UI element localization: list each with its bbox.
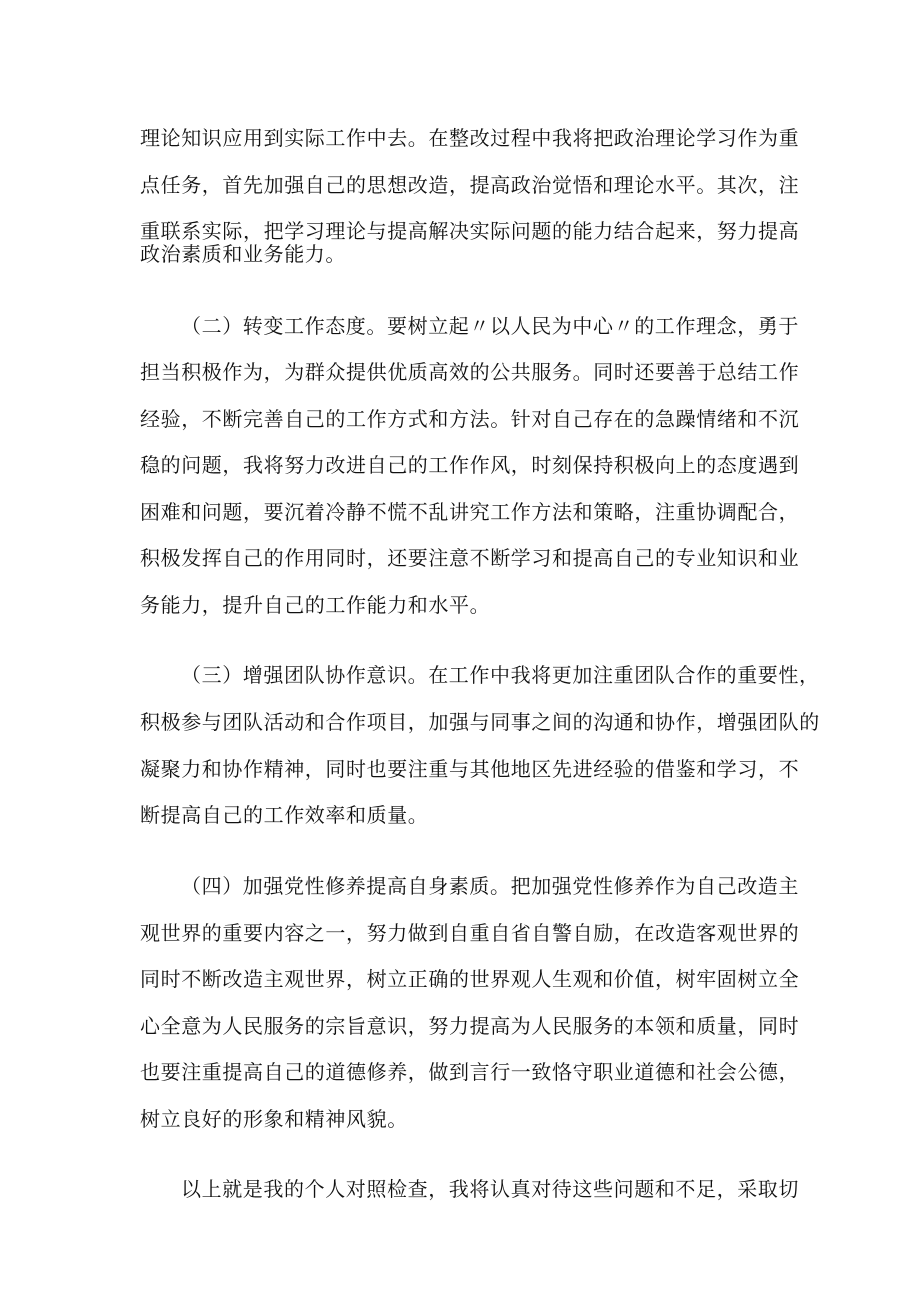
paragraph-line: 断提高自己的工作效率和质量。 (140, 803, 429, 827)
paragraph-line: 以上就是我的个人对照检查，我将认真对待这些问题和不足，采取切 (181, 1177, 799, 1201)
paragraph-line: （三）增强团队协作意识。在工作中我将更加注重团队合作的重要性， (181, 663, 820, 687)
paragraph-line: 同时不断改造主观世界，树立正确的世界观人生观和价值，树牢固树立全 (140, 967, 800, 991)
paragraph-line: 树立良好的形象和精神风貌。 (140, 1107, 408, 1131)
paragraph-line: 担当积极作为，为群众提供优质高效的公共服务。同时还要善于总结工作 (140, 360, 800, 384)
paragraph-line: 凝聚力和协作精神，同时也要注重与其他地区先进经验的借鉴和学习，不 (140, 757, 800, 781)
paragraph-line: 稳的问题，我将努力改进自己的工作作风，时刻保持积极向上的态度遇到 (140, 453, 800, 477)
paragraph-line: （四）加强党性修养提高自身素质。把加强党性修养作为自己改造主 (181, 874, 799, 898)
paragraph-line: 积极参与团队活动和合作项目，加强与同事之间的沟通和协作，增强团队的 (140, 710, 820, 734)
paragraph-line: 理论知识应用到实际工作中去。在整改过程中我将把政治理论学习作为重 (140, 126, 800, 150)
paragraph-line: 重联系实际，把学习理论与提高解决实际问题的能力结合起来，努力提高 (140, 219, 800, 243)
paragraph-line: 也要注重提高自己的道德修养，做到言行一致恪守职业道德和社会公德， (140, 1060, 800, 1084)
paragraph-line: （二）转变工作态度。要树立起〃以人民为中心〃的工作理念，勇于 (181, 314, 799, 338)
paragraph-line: 政治素质和业务能力。 (140, 242, 346, 266)
paragraph-line: 困难和问题，要沉着冷静不慌不乱讲究工作方法和策略，注重协调配合， (140, 500, 800, 524)
paragraph-line: 经验，不断完善自己的工作方式和方法。针对自己存在的急躁情绪和不沉 (140, 407, 800, 431)
paragraph-line: 点任务，首先加强自己的思想改造，提高政治觉悟和理论水平。其次，注 (140, 173, 800, 197)
paragraph-line: 心全意为人民服务的宗旨意识，努力提高为人民服务的本领和质量，同时 (140, 1014, 800, 1038)
paragraph-line: 务能力，提升自己的工作能力和水平。 (140, 593, 491, 617)
paragraph-line: 积极发挥自己的作用同时，还要注意不断学习和提高自己的专业知识和业 (140, 546, 800, 570)
paragraph-line: 观世界的重要内容之一，努力做到自重自省自警自励，在改造客观世界的 (140, 921, 800, 945)
